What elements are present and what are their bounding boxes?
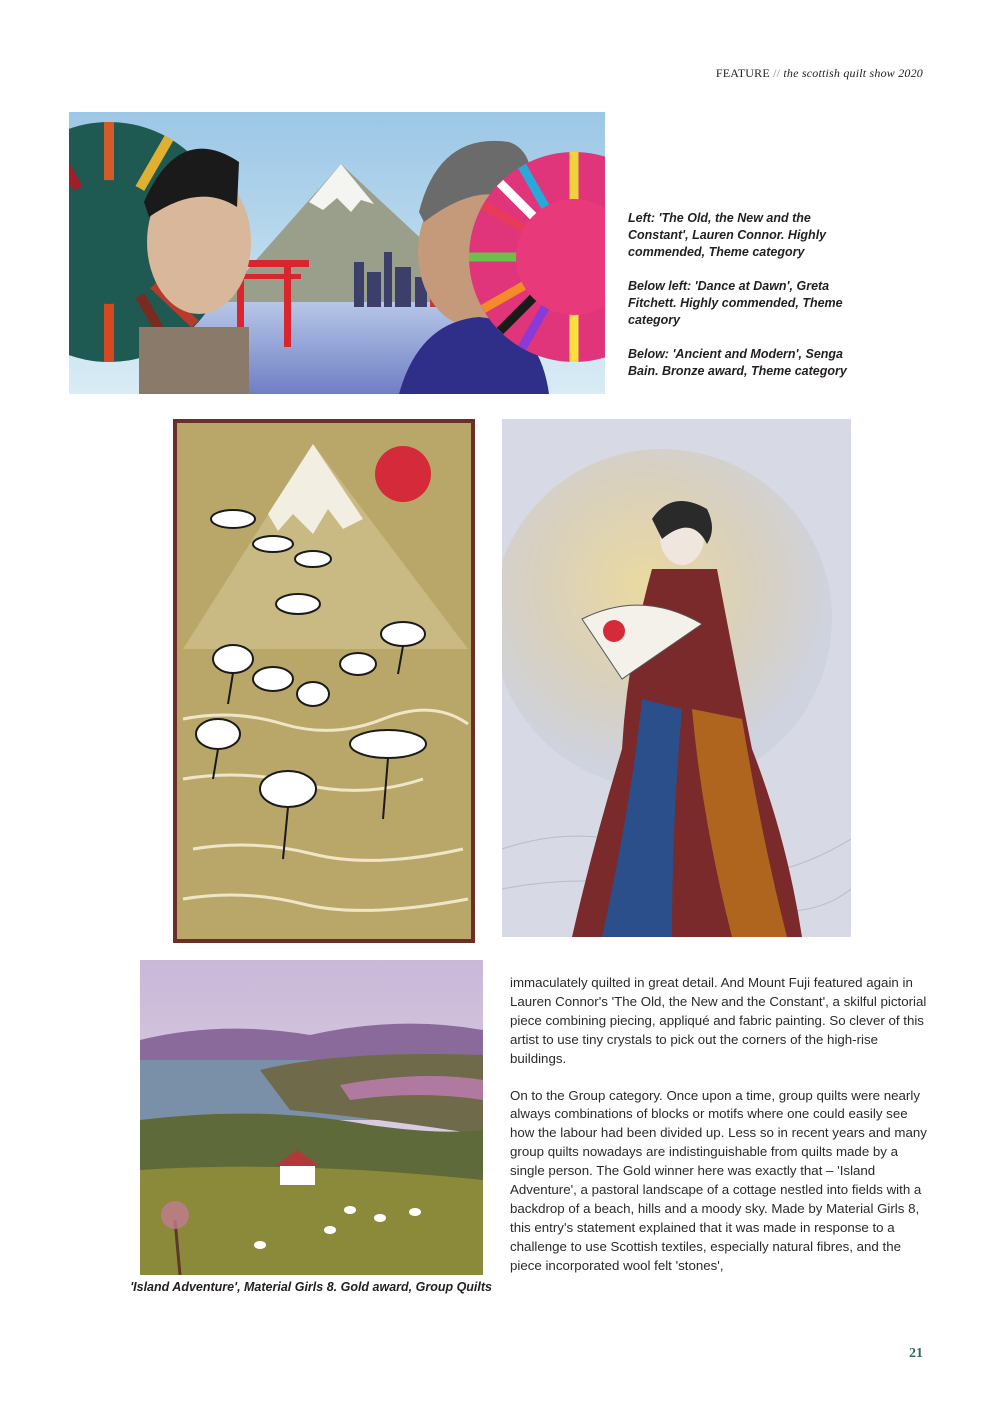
header-separator: // xyxy=(773,66,781,80)
caption-below-left: Below left: 'Dance at Dawn', Greta Fitchett. Highly commended, Theme category xyxy=(628,279,843,327)
quilt-photo-island-adventure xyxy=(140,960,483,1275)
photo-captions xyxy=(628,210,868,397)
article-body xyxy=(510,974,930,1294)
body-paragraph: On to the Group category. Once upon a time, group quilts were nearly always combinations of blocks or motifs where one could easily see how the labour had been divided up. Less so in recent years and many group quilts nowadays are indistinguishable from quilts made by a single person. The Gold winner here was exactly that – 'Island Adventure', a pastoral landscape of a cottage nestled into fields with a backdrop of a beach, hills and a moody sky. Made by Material Girls 8, this entry's statement explained that it was made in response to a challenge to use Scottish textiles, especially natural fibres, and the piece incorporated wool felt 'stones', xyxy=(510,1087,927,1273)
quilt-photo-ancient-and-modern xyxy=(502,419,851,937)
body-paragraph: immaculately quilted in great detail. And Mount Fuji featured again in Lauren Connor's 'The Old, the New and the Constant', a skilful pictorial piece combining piecing, appliqué and fabric painting. So clever of this artist to use tiny crystals to pick out the corners of the high-rise buildings. xyxy=(510,975,927,1066)
quilt-photo-dance-at-dawn xyxy=(173,419,475,943)
header-section: FEATURE xyxy=(715,66,770,80)
caption-left: Left: 'The Old, the New and the Constant', Lauren Connor. Highly commended, Theme category xyxy=(628,211,827,259)
running-header xyxy=(716,66,923,81)
page-number: 21 xyxy=(909,1346,923,1361)
caption-island-adventure: 'Island Adventure', Material Girls 8. Gold award, Group Quilts xyxy=(130,1280,492,1294)
quilt-photo-old-new-constant xyxy=(69,112,605,394)
header-show-title: the scottish quilt show 2020 xyxy=(783,66,923,80)
caption-below: Below: 'Ancient and Modern', Senga Bain. Bronze award, Theme category xyxy=(628,347,847,378)
